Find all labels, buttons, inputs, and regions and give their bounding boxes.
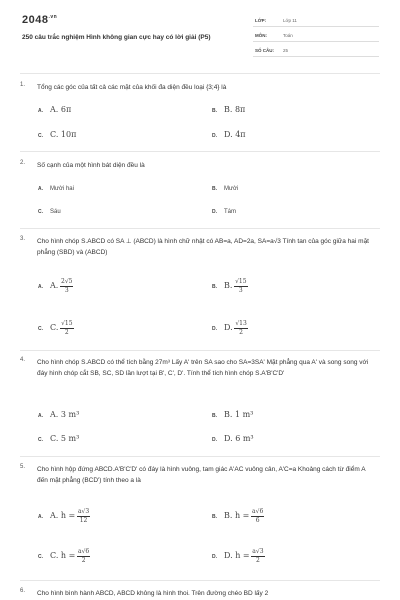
question-divider [20, 580, 380, 581]
meta-count-row [253, 44, 379, 57]
option-label: Tám [224, 209, 236, 215]
logo-main: 2048 [22, 14, 49, 26]
option-prefix: A. h = [50, 511, 76, 521]
q5-option-c[interactable] [38, 548, 90, 565]
option-prefix: B. h = [224, 511, 250, 521]
question-text: Cho hình bình hành ABCD, ABCD không là hình thoi. Trên đường chéo BD lấy 2 [37, 590, 269, 597]
q3-option-b[interactable] [212, 278, 248, 295]
question-number: 4. [20, 357, 26, 363]
question-text: Tổng các góc của tất cả các mặt của khối đa diện đều loại {3;4} là [37, 84, 227, 91]
fraction-numerator: √15 [61, 320, 73, 327]
header-divider [20, 73, 380, 74]
fraction-denominator: 6 [255, 517, 260, 524]
q4-option-b[interactable] [212, 410, 253, 419]
meta-class-value: Lớp 11 [283, 18, 297, 23]
option-letter: D. [212, 326, 217, 333]
q5-option-b[interactable] [212, 508, 264, 525]
option-fraction [60, 320, 73, 337]
option-fraction [234, 278, 247, 295]
option-prefix: A. [50, 281, 59, 291]
option-fraction [251, 508, 264, 525]
option-letter: B. [212, 514, 217, 521]
question-divider [20, 456, 380, 457]
option-prefix: D. h = [224, 551, 250, 561]
option-label: B. 1 m³ [224, 410, 254, 419]
option-prefix: C. h = [50, 551, 76, 561]
option-letter: A. [38, 186, 43, 192]
option-letter: B. [212, 108, 217, 114]
option-fraction [60, 278, 73, 295]
logo-suffix: .vn [48, 14, 58, 20]
q1-option-c[interactable] [38, 130, 76, 139]
option-label: C. 5 m³ [50, 434, 80, 443]
option-letter: C. [38, 133, 43, 139]
option-label: D. 6 m³ [224, 434, 254, 443]
question-divider [20, 228, 380, 229]
meta-count-key: SỐ CÂU: [255, 48, 274, 53]
option-label: C. 10π [50, 130, 77, 139]
option-letter: D. [212, 554, 217, 561]
page-header [0, 0, 400, 70]
option-letter: B. [212, 186, 217, 192]
option-letter: C. [38, 326, 43, 333]
option-label: Mười hai [50, 186, 74, 192]
fraction-numerator: a√6 [78, 548, 90, 555]
option-letter: B. [212, 413, 217, 419]
question-text: Cho hình hộp đứng ABCD.A'B'C'D' có đáy là hình vuông, tam giác A'AC vuông cân, A'C=a Khoảng cách từ điểm A đến mặt phẳng (BCD') tính theo a là [37, 466, 366, 484]
q2-option-b[interactable] [212, 186, 238, 192]
question-text: Số cạnh của một hình bát diện đều là [37, 162, 145, 169]
question-number: 1. [20, 82, 26, 88]
meta-class-row [253, 14, 379, 27]
meta-count-value: 25 [283, 48, 289, 53]
fraction-denominator: 2 [81, 557, 86, 564]
fraction-denominator: 3 [64, 287, 69, 294]
option-label: A. 3 m³ [50, 410, 80, 419]
option-letter: D. [212, 133, 217, 139]
fraction-numerator: √13 [235, 320, 247, 327]
option-letter: C. [38, 554, 43, 561]
q4-option-a[interactable] [38, 410, 79, 419]
document-title: 250 câu trắc nghiệm Hình không gian cực hay có lời giải (P5) [22, 34, 211, 41]
meta-subject-key: MÔN: [255, 33, 267, 38]
question-number: 5. [20, 464, 26, 470]
meta-subject-row [253, 29, 379, 42]
q1-option-b[interactable] [212, 105, 245, 114]
q2-option-a[interactable] [38, 186, 74, 192]
option-label: A. 6π [50, 105, 72, 114]
option-fraction [77, 548, 90, 565]
option-fraction [234, 320, 247, 337]
fraction-numerator: √15 [235, 278, 247, 285]
fraction-denominator: 2 [255, 557, 260, 564]
option-letter: A. [38, 284, 43, 291]
question-divider [20, 350, 380, 351]
fraction-denominator: 2 [64, 329, 69, 336]
q3-option-c[interactable] [38, 320, 74, 337]
option-letter: A. [38, 108, 43, 114]
q1-option-d[interactable] [212, 130, 246, 139]
option-fraction [77, 508, 90, 525]
fraction-numerator: 2√5 [61, 278, 73, 285]
q5-option-a[interactable] [38, 508, 90, 525]
fraction-denominator: 2 [239, 329, 243, 336]
option-letter: C. [38, 437, 43, 443]
q4-option-c[interactable] [38, 434, 79, 443]
option-prefix: C. [50, 323, 59, 333]
option-label: D. 4π [224, 130, 246, 139]
question-divider [20, 151, 380, 152]
option-label: Sáu [50, 209, 61, 215]
option-letter: A. [38, 413, 43, 419]
q3-option-d[interactable] [212, 320, 248, 337]
option-label: Mười [224, 186, 239, 192]
option-label: B. 8π [224, 105, 246, 114]
question-text: Cho hình chóp S.ABCD có SA ⊥ (ABCD) là hình chữ nhật có AB=a, AD=2a, SA=a√3 Tính tan của góc giữa hai mặt phẳng (SBD) và (ABCD) [37, 238, 369, 256]
site-logo[interactable] [22, 14, 57, 26]
fraction-numerator: a√3 [77, 508, 90, 515]
fraction-numerator: a√3 [252, 548, 264, 555]
q3-option-a[interactable] [38, 278, 73, 295]
fraction-denominator: 12 [79, 517, 88, 524]
option-letter: A. [38, 514, 43, 521]
meta-subject-value: Toán [283, 33, 293, 38]
option-letter: B. [212, 284, 217, 291]
option-prefix: D. [224, 323, 233, 333]
option-fraction [251, 548, 264, 565]
question-number: 6. [20, 588, 26, 594]
fraction-denominator: 3 [238, 287, 243, 294]
q2-option-d[interactable] [212, 209, 236, 215]
meta-class-key: LỚP: [255, 18, 267, 23]
option-letter: D. [212, 209, 217, 215]
q1-option-a[interactable] [38, 105, 71, 114]
option-letter: C. [38, 209, 43, 215]
question-number: 2. [20, 160, 26, 166]
option-prefix: B. [224, 281, 233, 291]
q4-option-d[interactable] [212, 434, 254, 443]
question-text: Cho hình chóp S.ABCD có thể tích bằng 27m³ Lấy A' trên SA sao cho SA=3SA' Mặt phẳng qua A' và song song với đáy hình chóp cắt SB, SC, SD lần lượt tại B', C', D'. Tính thể tích hình chóp S.A'B'C'D' [37, 359, 369, 377]
option-letter: D. [212, 437, 217, 443]
q2-option-c[interactable] [38, 209, 61, 215]
q5-option-d[interactable] [212, 548, 265, 565]
fraction-numerator: a√6 [252, 508, 264, 515]
question-number: 3. [20, 236, 26, 242]
